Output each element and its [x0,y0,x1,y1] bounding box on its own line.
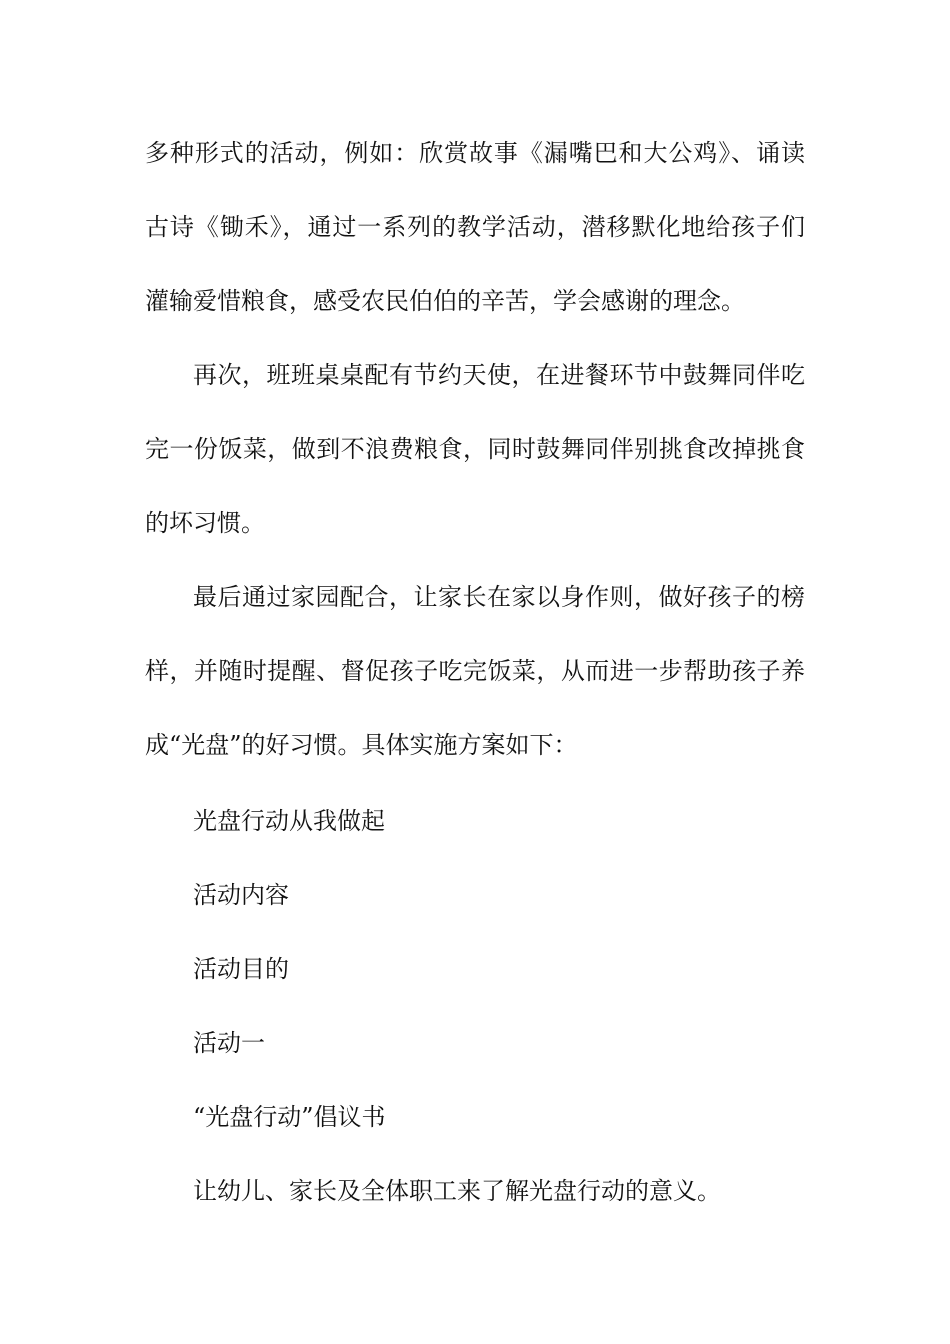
paragraph-line: 成“光盘”的好习惯。具体实施方案如下： [145,731,578,759]
section-heading: 活动内容 [193,881,289,909]
paragraph-line: 完一份饭菜，做到不浪费粮食，同时鼓舞同伴别挑食改掉挑食 [145,435,805,463]
paragraph-line: 最后通过家园配合，让家长在家以身作则，做好孩子的榜 [193,583,805,611]
section-heading: 活动目的 [193,955,289,983]
paragraph-line: 再次，班班桌桌配有节约天使，在进餐环节中鼓舞同伴吃 [193,361,805,389]
section-heading: “光盘行动”倡议书 [193,1103,386,1131]
paragraph-line: 古诗《锄禾》，通过一系列的教学活动，潜移默化地给孩子们 [145,213,805,241]
paragraph-line: 多种形式的活动，例如：欣赏故事《漏嘴巴和大公鸡》、诵读 [145,139,805,167]
section-heading: 光盘行动从我做起 [193,807,385,835]
section-heading: 活动一 [193,1029,265,1057]
paragraph-line: 样，并随时提醒、督促孩子吃完饭菜，从而进一步帮助孩子养 [145,657,805,685]
paragraph-line: 的坏习惯。 [145,509,265,537]
paragraph-line: 灌输爱惜粮食，感受农民伯伯的辛苦，学会感谢的理念。 [145,287,745,315]
paragraph-line: 让幼儿、家长及全体职工来了解光盘行动的意义。 [193,1177,721,1205]
